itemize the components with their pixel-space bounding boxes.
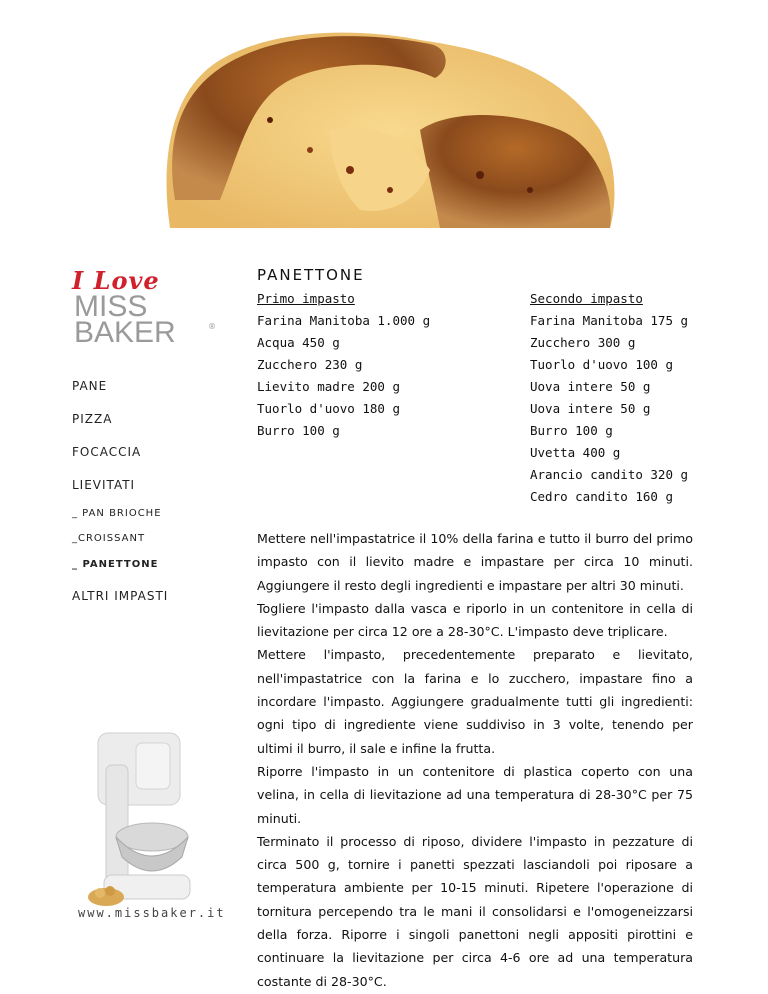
second-dough-heading: Secondo impasto <box>530 291 643 306</box>
ingredient-item: Arancio candito 320 g <box>530 467 689 482</box>
ingredient-item: Zucchero 230 g <box>257 357 363 372</box>
nav-subitem-panettone[interactable]: _ PANETTONE <box>72 559 159 570</box>
first-dough-heading: Primo impasto <box>257 291 355 306</box>
ingredient-item: Tuorlo d'uovo 100 g <box>530 357 673 372</box>
panettone-photo <box>150 0 620 228</box>
nav-item-lievitati[interactable]: LIEVITATI <box>72 478 136 492</box>
nav-item-pizza[interactable]: PIZZA <box>72 412 113 426</box>
method-paragraph: Riporre l'impasto in un contenitore di plastica coperto con una velina, in cella di lievitazione ad una temperatura di 28-30°C per 75 minuti. <box>257 763 693 826</box>
ingredient-item: Uova intere 50 g <box>530 379 651 394</box>
method-paragraph: Terminato il processo di riposo, dividere l'impasto in pezzature di circa 500 g, tornire i panetti spezzati lasciandoli poi riposare a temperatura ambiente per 10-15 minuti. Ripetere l'operazione di tornitura percependo tra le mani il consolidarsi e l'omogeneizzarsi della forza. Riporre i singoli panettoni negli appositi pirottini e continuare la lievitazione per circa 4-6 ore ad una temperatura costante di 28-30°C. <box>257 833 693 989</box>
first-dough-list <box>257 288 430 442</box>
ingredient-item: Tuorlo d'uovo 180 g <box>257 401 400 416</box>
nav-item-altri-impasti[interactable]: ALTRI IMPASTI <box>72 589 169 603</box>
ingredient-item: Burro 100 g <box>257 423 340 438</box>
ingredient-item: Burro 100 g <box>530 423 613 438</box>
second-dough-list <box>530 288 688 508</box>
ingredient-item: Uova intere 50 g <box>530 401 651 416</box>
recipe-title: PANETTONE <box>257 266 365 284</box>
method-paragraph: Togliere l'impasto dalla vasca e riporlo in un contenitore in cella di lievitazione per circa 12 ore a 28-30°C. L'impasto deve triplicare. <box>257 600 693 640</box>
ingredient-item: Farina Manitoba 1.000 g <box>257 313 431 328</box>
method-paragraph: Mettere l'impasto, precedentemente preparato e lievitato, nell'impastatrice con la farina e lo zucchero, impastare fino a incordare l'impasto. Aggiungere gradualmente tutti gli ingredienti: ogni tipo di ingrediente viene suddiviso in 3 volte, tenendo per ultimi il burro, il sale e infine la frutta. <box>257 647 693 756</box>
ingredient-item: Lievito madre 200 g <box>257 379 400 394</box>
logo-love-text: I Love <box>72 266 160 295</box>
ingredient-item: Cedro candito 160 g <box>530 489 673 504</box>
ingredient-item: Uvetta 400 g <box>530 445 621 460</box>
miss-baker-logo[interactable] <box>72 266 222 350</box>
recipe-method <box>257 527 693 993</box>
mixer-image <box>86 725 196 915</box>
method-paragraph: Mettere nell'impastatrice il 10% della farina e tutto il burro del primo impasto con il lievito madre e impastare per circa 10 minuti. Aggiungere il resto degli ingredienti e impastare per altri 30 minuti. <box>257 531 693 593</box>
website-link[interactable]: www.missbaker.it <box>78 906 226 920</box>
ingredient-item: Zucchero 300 g <box>530 335 636 350</box>
nav-subitem-croissant[interactable]: _CROISSANT <box>72 533 146 544</box>
nav-subitem-pan-brioche[interactable]: _ PAN BRIOCHE <box>72 508 162 519</box>
nav-item-focaccia[interactable]: FOCACCIA <box>72 445 142 459</box>
logo-registered-mark: ® <box>208 322 216 331</box>
ingredient-item: Farina Manitoba 175 g <box>530 313 689 328</box>
nav-item-pane[interactable]: PANE <box>72 379 108 393</box>
logo-brand-line1: MISS <box>74 290 148 323</box>
logo-brand-line2: BAKER <box>74 316 176 349</box>
ingredient-item: Acqua 450 g <box>257 335 340 350</box>
